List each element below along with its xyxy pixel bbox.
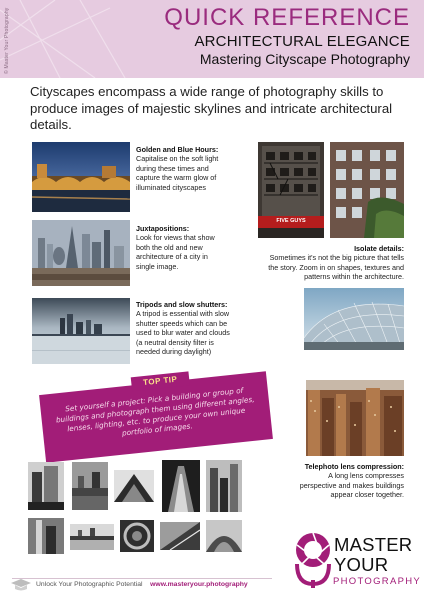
photo-golden-hour-bridge	[32, 142, 130, 212]
tip-title: Telephoto lens compression:	[304, 462, 404, 471]
page-title: QUICK REFERENCE	[164, 4, 410, 31]
tip-body: A tripod is essential with slow shutter speeds which can be used to blur water and clouds (a neutral density filter is needed during daylight)	[136, 309, 230, 357]
section-title: ARCHITECTURAL ELEGANCE	[194, 33, 410, 50]
photo-juxtaposition-skyline	[32, 220, 130, 286]
bw-thumbnail	[162, 460, 200, 512]
tip-body: Capitalise on the soft light during these times and capture the warm glow of illuminated cityscapes	[136, 154, 219, 192]
header-band	[0, 0, 424, 78]
tip-title: Juxtapositions:	[136, 224, 190, 233]
photo-brick-building	[330, 142, 404, 238]
photo-glass-dome	[304, 288, 404, 350]
tip-isolate-details	[258, 244, 404, 282]
bw-thumbnail	[72, 462, 108, 510]
bw-thumbnail	[70, 524, 114, 550]
photo-long-exposure-docks	[32, 298, 130, 364]
bw-thumbnail	[28, 518, 64, 554]
section-subtitle: Mastering Cityscape Photography	[199, 51, 410, 67]
top-tip-text: Set yourself a project: Pick a building or group of buildings and photograph them using different angles, lenses, lighting, etc. to produce your own unique portfolio of images.	[55, 385, 255, 438]
footer-divider	[12, 578, 272, 579]
tip-body: Look for views that show both the old and new architecture of a city in single image.	[136, 233, 215, 271]
bw-thumbnail	[206, 520, 242, 552]
tip-body: A long lens compresses perspective and makes buildings appear closer together.	[299, 471, 404, 500]
logo-line-master: MASTER	[334, 534, 413, 555]
logo-line-photography: PHOTOGRAPHY	[333, 576, 422, 587]
copyright-note: © Master Your Photography	[4, 7, 10, 74]
aperture-decoration	[0, 0, 130, 78]
tip-golden-blue-hours	[136, 145, 232, 192]
photo-telephoto-compression	[306, 380, 404, 456]
graduation-cap-icon	[10, 577, 32, 593]
photo-fire-escape-building	[258, 142, 324, 238]
tip-telephoto-compression	[298, 462, 404, 500]
tip-body: Sometimes it's not the big picture that tells the story. Zoom in on shapes, textures and patterns within the architecture.	[268, 253, 404, 282]
tip-title: Isolate details:	[354, 244, 404, 253]
top-tip-label: TOP TIP	[131, 371, 190, 391]
camera-aperture-logo-icon	[291, 530, 335, 588]
bw-thumbnail	[206, 460, 242, 512]
tip-title: Tripods and slow shutters:	[136, 300, 228, 309]
tip-tripods-slow-shutters	[136, 300, 234, 356]
bw-thumbnail	[114, 470, 154, 502]
shop-sign: FIVE GUYS	[276, 218, 306, 224]
tip-title: Golden and Blue Hours:	[136, 145, 219, 154]
tip-juxtapositions	[136, 224, 228, 271]
footer-website-link[interactable]: www.masteryour.photography	[150, 581, 248, 588]
footer	[36, 581, 248, 588]
bw-thumbnail	[28, 462, 64, 510]
bw-thumbnail	[120, 520, 154, 552]
top-tip-banner	[39, 371, 273, 462]
intro-paragraph: Cityscapes encompass a wide range of photography skills to produce images of majestic skylines and intricate architectural details.	[30, 84, 393, 132]
footer-tagline: Unlock Your Photographic Potential	[36, 581, 143, 588]
logo-line-your: YOUR	[334, 554, 389, 575]
bw-thumbnail	[160, 522, 200, 550]
